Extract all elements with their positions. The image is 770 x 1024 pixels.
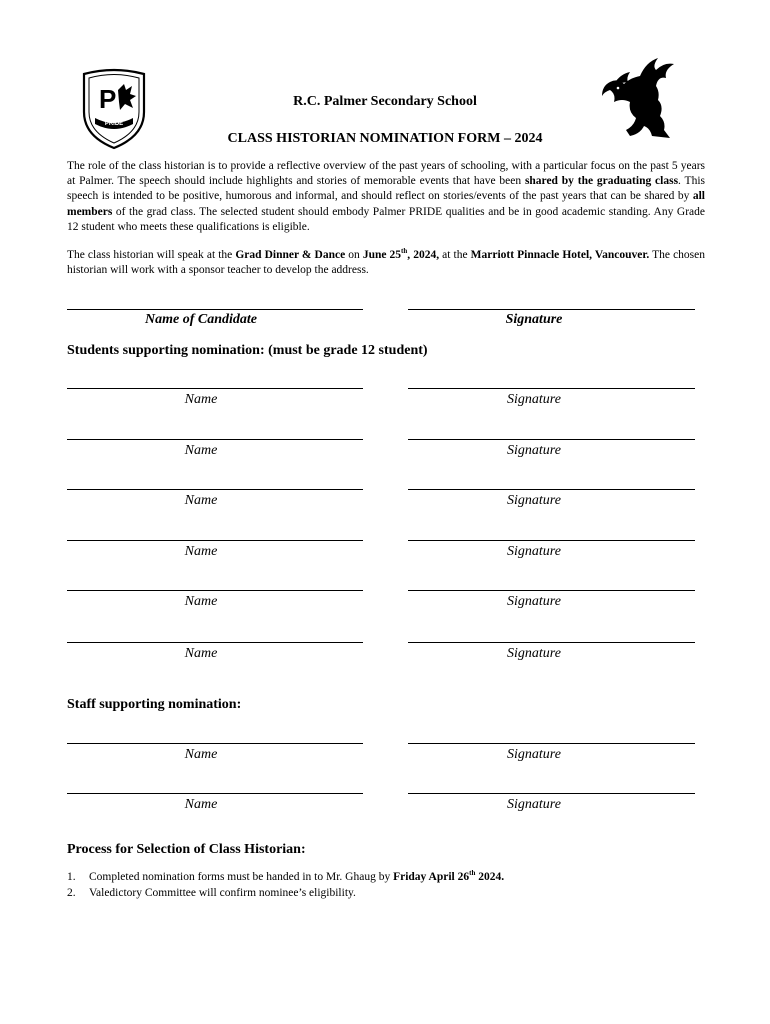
candidate-signature-label: Signature — [505, 312, 563, 327]
crest-motto: PRIDE — [104, 121, 124, 127]
staff-name-line[interactable] — [67, 743, 363, 744]
staff-signature-label: Signature — [507, 747, 561, 762]
candidate-name-line[interactable] — [67, 309, 363, 310]
student-name-label: Name — [184, 493, 218, 508]
staff-name-label: Name — [184, 797, 218, 812]
staff-signature-line[interactable] — [408, 793, 695, 794]
student-name-label: Name — [184, 443, 218, 458]
student-name-line[interactable] — [67, 439, 363, 440]
student-name-line[interactable] — [67, 642, 363, 643]
staff-name-label: Name — [184, 747, 218, 762]
staff-signature-line[interactable] — [408, 743, 695, 744]
candidate-name-label: Name of Candidate — [145, 312, 257, 327]
student-name-line[interactable] — [67, 489, 363, 490]
student-signature-line[interactable] — [408, 590, 695, 591]
student-signature-label: Signature — [507, 493, 561, 508]
form-title: CLASS HISTORIAN NOMINATION FORM – 2024 — [227, 131, 543, 146]
student-signature-line[interactable] — [408, 642, 695, 643]
intro-paragraph-2: The class historian will speak at the Grad Dinner & Dance on June 25th, 2024, at the Marriott Pinnacle Hotel, Vancouver. The chosen historian will work with a sponsor teacher to develop the address. — [67, 247, 706, 277]
student-name-label: Name — [184, 646, 218, 661]
student-signature-line[interactable] — [408, 439, 695, 440]
student-signature-label: Signature — [507, 544, 561, 559]
student-signature-label: Signature — [507, 443, 561, 458]
process-heading: Process for Selection of Class Historian: — [67, 842, 306, 857]
student-signature-label: Signature — [507, 594, 561, 609]
candidate-signature-line[interactable] — [408, 309, 695, 310]
student-signature-line[interactable] — [408, 388, 695, 389]
student-name-line[interactable] — [67, 590, 363, 591]
students-heading: Students supporting nomination: (must be grade 12 student) — [67, 343, 428, 358]
student-signature-label: Signature — [507, 392, 561, 407]
school-name: R.C. Palmer Secondary School — [293, 94, 477, 109]
staff-signature-label: Signature — [507, 797, 561, 812]
crest-letter: P — [99, 84, 117, 114]
staff-heading: Staff supporting nomination: — [67, 697, 242, 712]
student-name-label: Name — [184, 544, 218, 559]
student-name-line[interactable] — [67, 540, 363, 541]
student-signature-line[interactable] — [408, 540, 695, 541]
process-list — [67, 869, 504, 901]
student-name-label: Name — [184, 594, 218, 609]
intro-paragraph-1: The role of the class historian is to provide a reflective overview of the past years of schooling, with a particular focus on the past 5 years at Palmer. The speech should include highlights and stories of memorable events that have been shared by the graduating class. This speech is intended to be positive, humorous and informal, and should reflect on stories/events of the past years that can be shared by all members of the grad class. The selected student should embody Palmer PRIDE qualities and be in good academic standing. Any Grade 12 student who meets these qualifications is eligible. — [67, 160, 705, 233]
list-item: 2. Valedictory Committee will confirm nominee’s eligibility. — [67, 887, 356, 899]
student-signature-label: Signature — [507, 646, 561, 661]
student-name-label: Name — [184, 392, 218, 407]
student-signature-line[interactable] — [408, 489, 695, 490]
list-item: 1. Completed nomination forms must be handed in to Mr. Ghaug by Friday April 26th 2024. — [67, 869, 505, 883]
staff-name-line[interactable] — [67, 793, 363, 794]
student-name-line[interactable] — [67, 388, 363, 389]
